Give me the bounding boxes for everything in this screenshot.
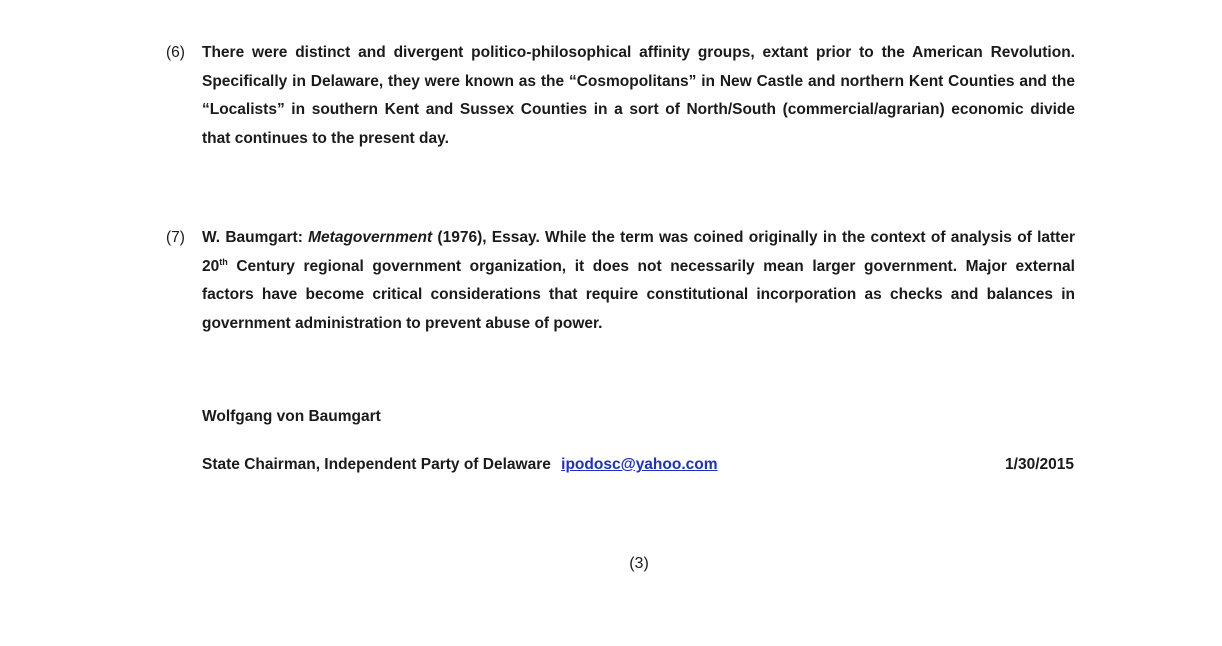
footnote-text-part1: (1976), Essay. While the term was coined originally in the context of analysis of latter 20 [202,229,1075,275]
signature-date: 1/30/2015 [1005,456,1074,473]
signature-name: Wolfgang von Baumgart [202,408,381,425]
footnote-superscript: th [219,256,228,267]
footnote-author: W. Baumgart: [202,229,303,246]
footnote-7 [166,224,1075,338]
signature-line [202,456,718,474]
footnote-work-title: Metagovernment [308,229,433,246]
footnote-text [202,224,1075,338]
page-number: (3) [629,555,649,572]
footnote-number: (7) [166,229,185,246]
footnote-6 [166,39,1075,153]
footnote-text-part2: Century regional government organization, it does not necessarily mean larger government. Major external factors have become critical considerations that require constitutional incorporation as checks and balances in government administration to prevent abuse of power. [202,257,1075,332]
footnote-text: There were distinct and divergent politico-philosophical affinity groups, extant prior to the American Revolution. Specifically in Delaware, they were known as the “Cosmopolitans” in New Castle and northern Kent Counties and the “Localists” in southern Kent and Sussex Counties in a sort of North/South (commercial/agrarian) economic divide that continues to the present day. [202,44,1075,147]
email-link[interactable]: ipodosc@yahoo.com [561,456,718,473]
footnote-number: (6) [166,44,185,61]
signature-title: State Chairman, Independent Party of Delaware [202,456,551,473]
